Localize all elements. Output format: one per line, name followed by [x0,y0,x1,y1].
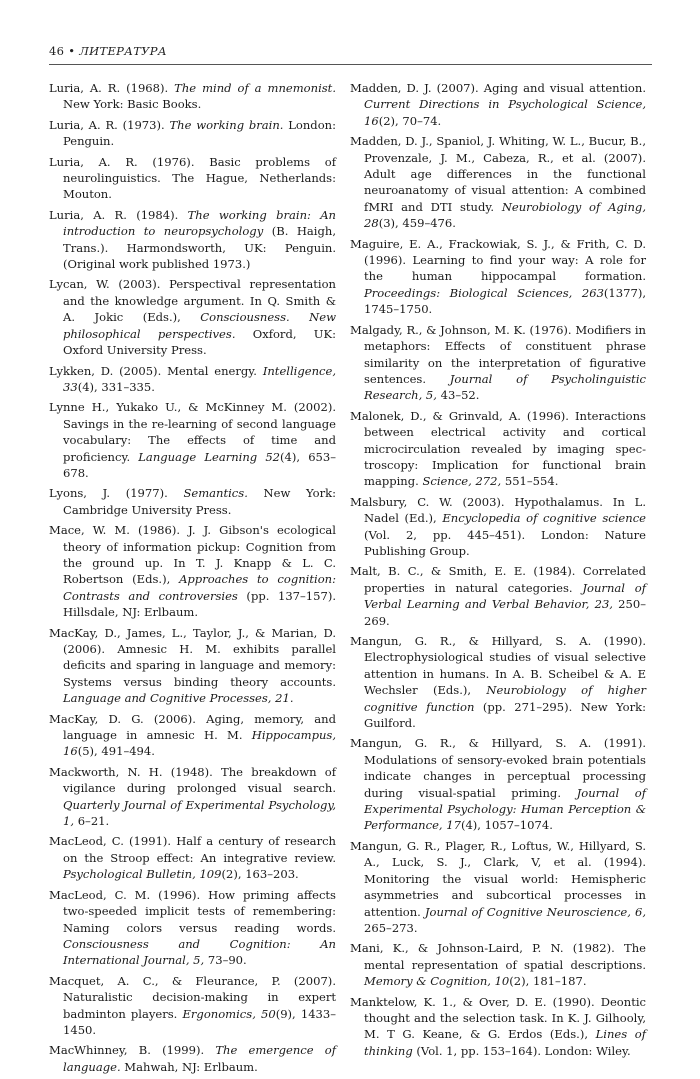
reference-italic-text: Semantics. [183,486,248,501]
reference-text: Malonek, D., & Grinvald, A. (1996). Interactions between electrical activity and cortical microcirculation revealed by imaging spec-troscopy: Implication for functional brain mapping. [350,408,646,489]
reference-text: (Vol. 1, pp. 153–164). London: Wiley. [412,1043,631,1058]
reference-entry [350,994,646,1060]
reference-entry [350,408,646,490]
reference-text: Madden, D. J. (2007). Aging and visual attention. [350,81,646,95]
reference-text: MacLeod, C. M. (1996). How priming affects two-speeded implicit tests of remembering: Naming colors versus reading words. [49,887,336,935]
reference-entry [49,207,336,273]
reference-entry [49,363,336,396]
reference-text: MacKay, D. G. (2006). Aging, memory, and language in amnesic H. M. [49,711,336,743]
reference-text: Malgady, R., & Johnson, M. K. (1976). Modifiers in metaphors: Effects of constituent phrase similarity on the interpretation of figurative sentences. [350,322,646,386]
reference-entry [49,1042,336,1075]
reference-text: 551–554. [501,474,559,489]
reference-entry [350,80,646,129]
reference-italic-text: Memory & Cognition, 10 [364,974,510,989]
reference-entry [49,80,336,113]
reference-text: Luria, A. R. (1973). [49,117,170,132]
reference-text: 265–273. [364,920,418,935]
reference-text: Mangun, G. R., Plager, R., Loftus, W., Hillyard, S. A., Luck, S. J., Clark, V, et al. (1994). Monitoring the visual world: Hemispheric asymmetries and subcortical processes in attention. [350,838,646,919]
reference-entry [49,399,336,481]
reference-text: Mahwah, NJ: Erlbaum. [120,1059,258,1074]
page-number: 46 [49,44,65,58]
reference-italic-text: Hippocampus, 16 [63,728,336,759]
reference-text: Lykken, D. (2005). Mental energy. [49,363,263,378]
reference-text: Mackworth, N. H. (1948). The breakdown of vigilance during prolonged visual search. [49,764,336,796]
reference-text: (2), 181–187. [509,974,587,989]
reference-text: Malsbury, C. W. (2003). Hypothalamus. In L. Nadel (Ed.), [350,494,646,526]
reference-text: (pp. 137–157). Hillsdale, NJ: Erlbaum. [63,588,336,620]
reference-text: (3), 459–476. [378,216,456,231]
reference-italic-text: The working brain. [169,117,284,132]
reference-entry [350,236,646,318]
reference-italic-text: Lines of thinking [364,1027,647,1058]
reference-entry [49,711,336,760]
section-title: ЛИТЕРАТУРА [79,44,167,58]
reference-entry [350,494,646,560]
reference-entry [49,973,336,1039]
reference-text: Luria, A. R. (1984). [49,207,188,222]
reference-text: Lyons, J. (1977). [49,486,184,501]
reference-text: (5), 491–494. [77,744,155,759]
reference-italic-text: Psychological Bulletin, 109 [63,867,222,882]
reference-italic-text: Proceedings: Biological Sciences, 263 [364,285,604,300]
reference-italic-text: Ergonomics, 50 [182,1006,276,1021]
reference-italic-text: Quarterly Journal of Experimental Psychology, 1, [63,797,336,829]
reference-text: (1377), 1745–1750. [364,285,646,317]
reference-entry [49,833,336,882]
reference-entry [350,133,646,231]
reference-italic-text: Language Learning 52 [138,449,281,464]
reference-text: (Vol. 2, pp. 445–451). London: Nature Publishing Group. [364,527,646,558]
reference-entry [350,633,646,731]
reference-text: (9), 1433–1450. [63,1006,337,1037]
reference-italic-text: Journal of Psycholinguistic Research, 5, [364,371,646,403]
header-rule [49,64,652,65]
reference-text: Mani, K., & Johnson-Laird, P. N. (1982). The mental representation of spatial descriptions. [350,941,646,972]
reference-italic-text: Intelligence, 33 [63,363,336,394]
reference-entry [350,838,646,936]
reference-italic-text: Encyclopedia of cognitive science [442,511,646,526]
header-separator: • [68,44,76,58]
reference-text: 43–52. [436,388,480,403]
reference-text: Madden, D. J., Spaniol, J. Whiting, W. L., Bucur, B., Provenzale, J. M., Cabeza, R., et al. (2007). Adult age differences in the functional neuroanatomy of visual attention: A combined fMRI and DTI study. [350,134,646,214]
reference-italic-text: The emergence of language. [63,1043,336,1074]
reference-entry [49,625,336,707]
reference-entry [350,563,646,629]
reference-text: (B. Haigh, Trans.). Harmondsworth, UK: Penguin. (Original work published 1973.) [63,224,336,272]
right-reference-column [350,80,646,1063]
reference-text: 73–90. [204,953,247,968]
reference-entry [350,322,646,404]
reference-entry [350,735,646,833]
reference-italic-text: Language and Cognitive Processes, 21. [63,691,294,706]
reference-text: (pp. 271–295). New York: Guilford. [364,699,647,731]
reference-italic-text: Science, 272, [422,474,502,489]
reference-text: London: Penguin. [63,117,336,149]
reference-text: 250–269. [364,597,646,628]
reference-entry [49,276,336,358]
reference-text: Lycan, W. (2003). Perspectival representation and the knowledge argument. In Q. Smith & A. Jokic (Eds.), [49,277,336,325]
reference-italic-text: Journal of Experimental Psychology: Human Perception & Performance, 17 [364,785,646,833]
reference-text: Lynne H., Yukako U., & McKinney M. (2002). Savings in the re-learning of second language vocabulary: The effects of time and proficiency. [49,400,336,464]
reference-text: 6–21. [74,814,110,829]
reference-text: Luria, A. R. (1968). [49,81,175,95]
reference-text: (4), 331–335. [77,379,155,394]
reference-text: MacKay, D., James, L., Taylor, J., & Marian, D. (2006). Amnesic H. M. exhibits parallel deficits and sparing in language and memory: Systems versus binding theory accounts. [49,625,336,689]
reference-italic-text: Neurobiology of Aging, 28 [364,199,646,231]
reference-text: (2), 70–74. [378,113,442,128]
reference-italic-text: The mind of a mnemonist. [174,81,336,95]
reference-text: Macquet, A. C., & Fleurance, P. (2007). Naturalistic decision-making in expert badminton players. [49,973,336,1021]
reference-text: Manktelow, K. 1., & Over, D. E. (1990). Deontic thought and the selection task. In K. J. Gilhooly, M. T G. Keane, & G. Erdos (Eds.), [350,994,646,1042]
reference-italic-text: Journal of Verbal Learning and Verbal Behavior, 23, [364,580,646,612]
reference-text: MacWhinney, B. (1999). [49,1043,216,1058]
reference-entry [350,940,646,989]
reference-italic-text: Consciousness. New philosophical perspectives. [63,310,336,341]
reference-entry [49,764,336,830]
reference-text: Mangun, G. R., & Hillyard, S. A. (1991). Modulations of sensory-evoked brain potentials indicate changes in perceptual processing during visual-spatial priming. [350,736,646,800]
reference-text: Luria, A. R. (1976). Basic problems of neurolinguistics. The Hague, Netherlands: Mouton. [49,154,336,202]
reference-text: Maguire, E. A., Frackowiak, S. J., & Frith, C. D. (1996). Learning to find your way: A role for the human hippocampal formation. [350,236,646,284]
reference-text: (4), 1057–1074. [460,818,553,833]
reference-italic-text: Consciousness and Cognition: An International Journal, 5, [63,936,336,968]
reference-entry [49,117,336,150]
reference-text: MacLeod, C. (1991). Half a century of research on the Stroop effect: An integrative review. [49,834,336,865]
reference-entry [49,887,336,969]
reference-italic-text: Neurobiology of higher cognitive function [364,683,646,714]
reference-entry [49,485,336,518]
left-reference-column [49,80,336,1079]
reference-entry [49,154,336,203]
reference-text: Malt, B. C., & Smith, E. E. (1984). Correlated properties in natural categories. [350,564,646,595]
reference-entry [49,522,336,620]
reference-text: (4), 653–678. [63,449,337,480]
reference-text: New York: Basic Books. [63,97,202,112]
reference-text: (2), 163–203. [221,867,299,882]
reference-italic-text: Current Directions in Psychological Science, 16 [364,97,646,128]
reference-text: Mace, W. M. (1986). J. J. Gibson's ecological theory of information pickup: Cognition from the ground up. In T. J. Knapp & L. C. Robertson (Eds.), [49,523,336,587]
reference-text: Mangun, G. R., & Hillyard, S. A. (1990). Electrophysiological studies of visual selective attention in humans. In A. B. Scheibel & A. E Wechsler (Eds.), [350,634,646,698]
reference-italic-text: The working brain: An introduction to neuropsychology [63,207,336,239]
reference-italic-text: Journal of Cognitive Neuroscience, 6, [424,904,646,919]
reference-text: Oxford, UK: Oxford University Press. [63,326,336,358]
reference-text: New York: Cambridge University Press. [63,486,337,517]
running-head [49,44,167,58]
reference-italic-text: Approaches to cognition: Contrasts and controversies [63,572,336,603]
